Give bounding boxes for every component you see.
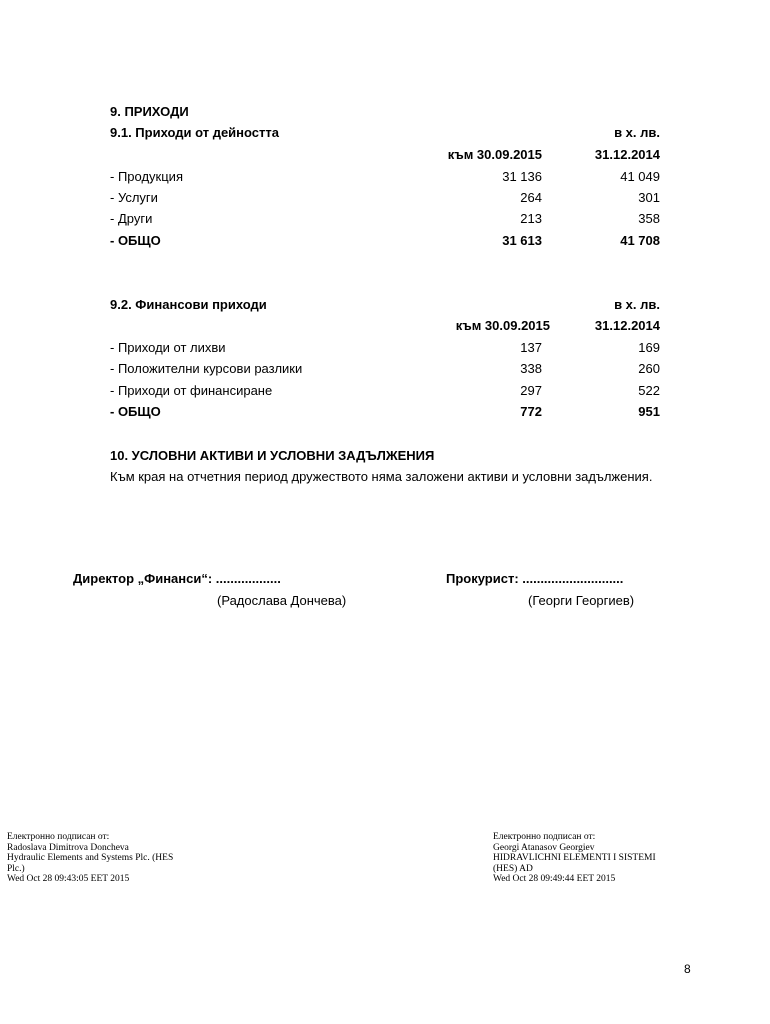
table-9-2-col1-header: към 30.09.2015 [455,318,550,333]
signature-left-name: (Радослава Дончева) [217,593,347,608]
esign-right-line: Електронно подписан от: [493,832,596,842]
esign-right [493,832,656,885]
esign-left-line: Plc.) [7,863,25,874]
section-10-text: Към края на отчетния период дружеството няма заложени активи и условни задължения. [110,469,653,484]
table-9-1-row-value-2015: 264 [520,190,542,205]
table-9-2-row-value-2015: 137 [520,340,542,355]
table-9-2-row-value-2014: 260 [638,361,660,376]
table-9-1-total-label: - ОБЩО [110,233,161,248]
table-9-1-total-2014: 41 708 [620,233,660,248]
table-9-2-row-label: - Приходи от лихви [110,340,226,355]
esign-left-line: Електронно подписан от: [7,832,110,842]
table-9-2-row-value-2014: 522 [638,383,660,398]
page-number: 8 [684,962,691,976]
table-9-1-row-value-2014: 301 [638,190,660,205]
esign-left-line: Hydraulic Elements and Systems Plc. (HES [7,853,174,864]
table-9-2-row-value-2015: 297 [520,383,542,398]
esign-right-line: (HES) AD [493,863,533,874]
section-10-title: 10. УСЛОВНИ АКТИВИ И УСЛОВНИ ЗАДЪЛЖЕНИЯ [110,448,435,463]
table-9-1-row-label: - Услуги [110,190,158,205]
esign-right-line: HIDRAVLICHNI ELEMENTI I SISTEMI [493,853,656,864]
table-9-2-total-2014: 951 [638,404,660,419]
esign-right-line: Georgi Atanasov Georgiev [493,842,595,853]
table-9-2-total-2015: 772 [520,404,542,419]
signature-left-role: Директор „Финанси“: .................. [73,571,281,586]
table-9-2-total-label: - ОБЩО [110,404,161,419]
subsection-9-2-title: 9.2. Финансови приходи [110,297,267,312]
table-9-2-row-label: - Приходи от финансиране [110,383,273,398]
section-9-title: 9. ПРИХОДИ [110,104,189,119]
subsection-9-1-unit: в х. лв. [614,125,660,140]
table-9-1-row-value-2014: 358 [638,211,660,226]
table-9-1-row-value-2015: 213 [520,211,542,226]
table-9-1-row-label: - Продукция [110,169,183,184]
subsection-9-2-unit: в х. лв. [614,297,660,312]
subsection-9-1-title: 9.1. Приходи от дейността [110,125,279,140]
table-9-2-row-value-2014: 169 [638,340,660,355]
table-9-1-row-value-2014: 41 049 [620,169,660,184]
table-9-2-row-label: - Положителни курсови разлики [110,361,303,376]
esign-right-line: Wed Oct 28 09:49:44 EET 2015 [493,874,616,885]
esign-left-line: Wed Oct 28 09:43:05 EET 2015 [7,874,130,885]
esign-left [7,832,173,885]
table-9-1-row-label: - Други [110,211,153,226]
table-9-2-row-value-2015: 338 [520,361,542,376]
table-9-1-row-value-2015: 31 136 [502,169,542,184]
signature-right-role: Прокурист: ............................ [446,571,624,586]
table-9-1-col1-header: към 30.09.2015 [447,147,542,162]
table-9-1-col2-header: 31.12.2014 [594,147,660,162]
signature-right-name: (Георги Георгиев) [528,593,635,608]
table-9-2-col2-header: 31.12.2014 [594,318,660,333]
esign-left-line: Radoslava Dimitrova Doncheva [7,842,129,853]
table-9-1-total-2015: 31 613 [502,233,542,248]
